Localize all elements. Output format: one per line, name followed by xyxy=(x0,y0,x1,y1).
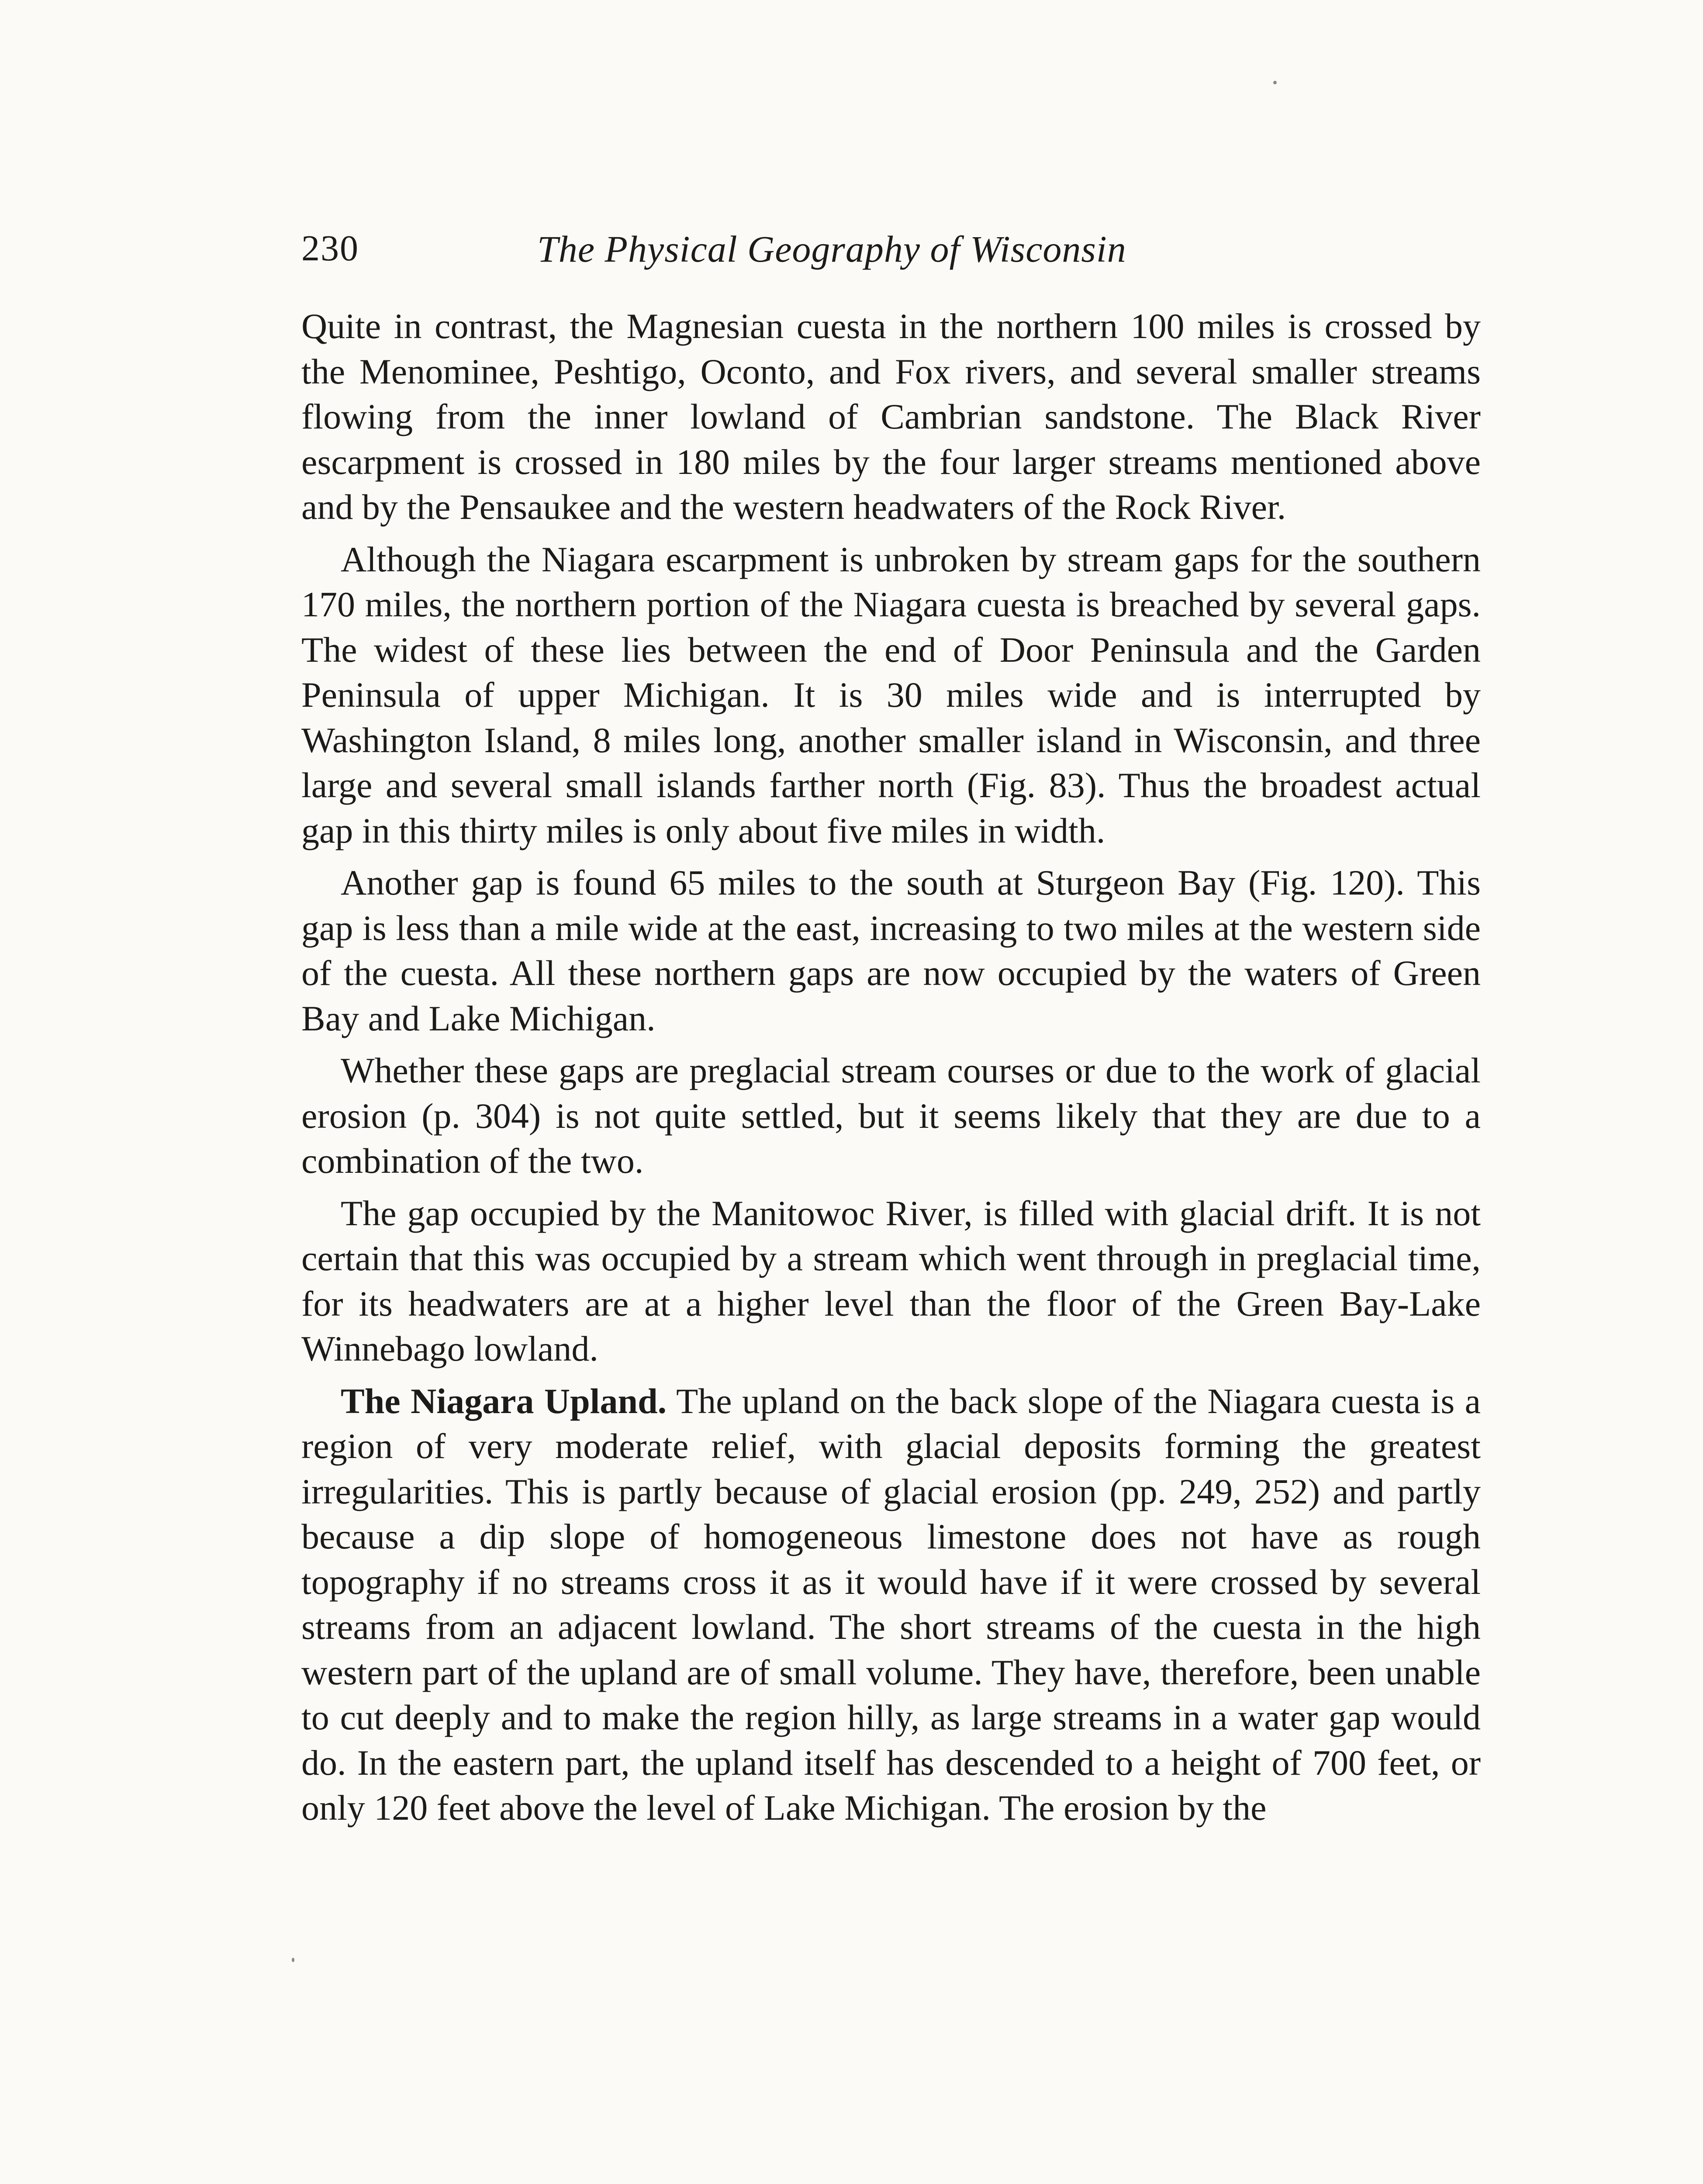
paragraph-3 xyxy=(301,860,1481,1041)
paragraph-2 xyxy=(301,537,1481,854)
paper-speck xyxy=(292,1958,294,1962)
body-text xyxy=(301,304,1481,1838)
paper-speck xyxy=(1273,81,1277,84)
paragraph-5 xyxy=(301,1191,1481,1372)
paragraph-5-text: The gap occupied by the Manitowoc River, is filled with glacial drift. It is not certain that this was occupied by a stream which went through in preglacial time, for its headwaters are at a higher level than the floor of the Green Bay-Lake Winnebago lowland. xyxy=(301,1193,1481,1368)
paragraph-6 xyxy=(301,1379,1481,1831)
section-heading-niagara-upland: The Niagara Upland. xyxy=(341,1381,667,1421)
running-title: The Physical Geography of Wisconsin xyxy=(537,228,1126,270)
paragraph-2-text: Although the Niagara escarpment is unbroken by stream gaps for the southern 170 miles, the northern portion of the Niagara cuesta is breached by several gaps. The widest of these lies between the end of Door Peninsula and the Garden Peninsula of upper Michigan. It is 30 miles wide and is interrupted by Washington Island, 8 miles long, another smaller island in Wisconsin, and three large and several small islands farther north (Fig. 83). Thus the broadest actual gap in this thirty miles is only about five miles in width. xyxy=(301,539,1481,850)
running-head xyxy=(301,227,1245,280)
paragraph-1-text: Quite in contrast, the Magnesian cuesta in the northern 100 miles is crossed by the Menominee, Peshtigo, Oconto, and Fox rivers, and several smaller streams flowing from the inner lowland of Cambrian sandstone. The Black River escarpment is crossed in 180 miles by the four larger streams mentioned above and by the Pensaukee and the western headwaters of the Rock River. xyxy=(301,306,1481,527)
paragraph-3-text: Another gap is found 65 miles to the south at Sturgeon Bay (Fig. 120). This gap is less than a mile wide at the east, increasing to two miles at the western side of the cuesta. All these northern gaps are now occupied by the waters of Green Bay and Lake Michigan. xyxy=(301,863,1481,1038)
paragraph-4-text: Whether these gaps are preglacial stream courses or due to the work of glacial erosion (p. 304) is not quite settled, but it seems likely that they are due to a combination of the two. xyxy=(301,1051,1481,1181)
paragraph-6-text: The upland on the back slope of the Niagara cuesta is a region of very moderate relief, with glacial deposits forming the greatest irregularities. This is partly because of glacial erosion (pp. 249, 252) and partly because a dip slope of homogeneous limestone does not have as rough topography if no streams cross it as it would have if it were crossed by several streams from an adjacent lowland. The short streams of the cuesta in the high western part of the upland are of small volume. They have, therefore, been unable to cut deeply and to make the region hilly, as large streams in a water gap would do. In the eastern part, the upland itself has descended to a height of 700 feet, or only 120 feet above the level of Lake Michigan. The erosion by the xyxy=(301,1381,1481,1828)
paragraph-1 xyxy=(301,304,1481,530)
paragraph-4 xyxy=(301,1048,1481,1184)
page-number: 230 xyxy=(301,228,359,269)
